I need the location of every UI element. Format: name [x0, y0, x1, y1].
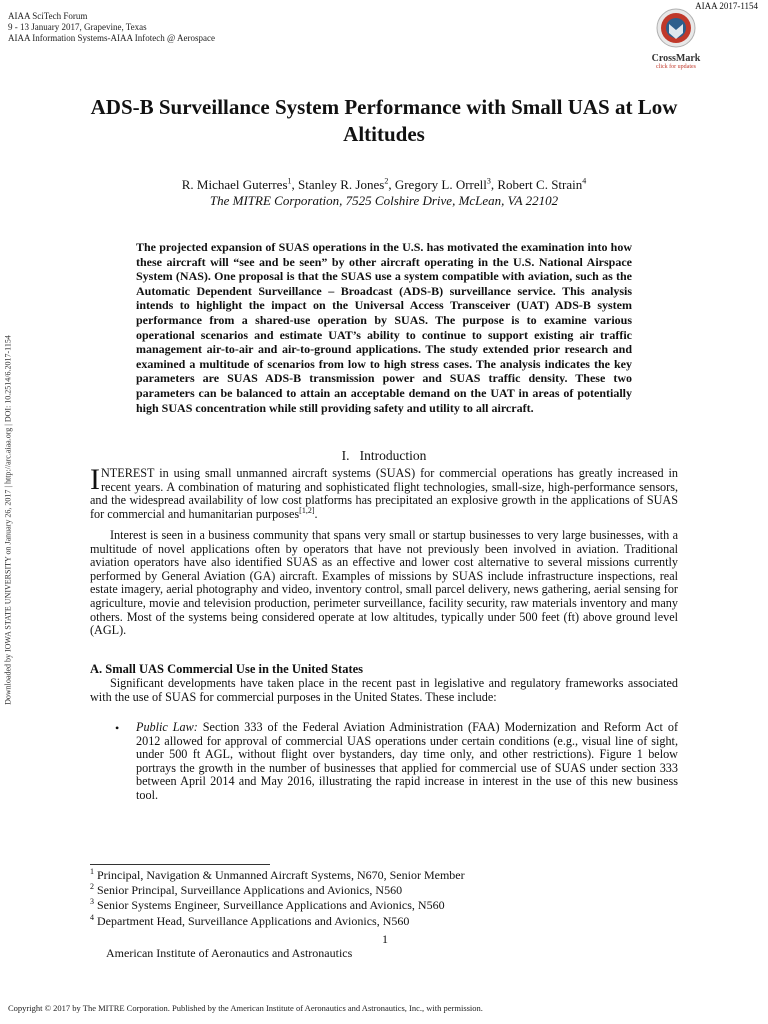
- crossmark-badge[interactable]: [640, 8, 712, 71]
- footnote-mark: 1: [90, 867, 94, 876]
- subsection-paragraph: Significant developments have taken place in the recent past in legislative and regulatory frameworks associated with the use of SUAS for commercial purposes in the United States. These include:: [90, 676, 678, 704]
- footnote-mark: 3: [90, 897, 94, 907]
- footnote: [90, 868, 465, 883]
- footnote: [90, 898, 465, 913]
- crossmark-icon: [656, 8, 696, 48]
- conference-line: AIAA Information Systems-AIAA Infotech @ Aerospace: [8, 33, 215, 43]
- intro-paragraph-2: Interest is seen in a business community that spans very small or startup businesses to very large businesses, with a multitude of novel applications often by operators that have not previously been involved in aviation. Traditional aviation operators have also identified SUAS as an effective and lower cost alternative to several missions currently performed by General Aviation (GA) aircraft. Examples of missions by SUAS include infrastructure inspections, real estate imagery, aerial photography and video, inventory control, small parcel delivery, news gathering, aerial sensing for agriculture, movie and television production, perimeter surveillance, facility security, raw materials inventory and many others. Most of the systems being considered operate at low altitudes, typically under 500 feet (ft) above ground level (AGL).: [90, 528, 678, 638]
- doc-number: AIAA 2017-1154: [695, 1, 758, 11]
- author-mark: 4: [582, 176, 587, 186]
- subsection-heading: A. Small UAS Commercial Use in the United States: [90, 662, 364, 676]
- footnote-mark: 4: [90, 912, 94, 922]
- drop-cap: I: [90, 463, 100, 496]
- citation-ref[interactable]: [1,2]: [299, 505, 315, 515]
- footnote-text: Senior Principal, Surveillance Applications and Avionics, N560: [94, 883, 403, 898]
- section-heading: [60, 448, 708, 464]
- author-name: R. Michael Guterres: [181, 177, 288, 192]
- bullet-text: Section 333 of the Federal Aviation Administration (FAA) Modernization and Reform Act of 2012 allowed for approval of commercial UAS operations under certain conditions (e.g., visual line of sight, under 500 ft AGL, without flight over bystanders, day time only, and other restrictions). Figure 1 below portrays the growth in the number of businesses that applied for commercial use of SUAS under section 333 between April 2014 and May 2016, illustrating the rapid increase in interest in the use of this new business tool.: [136, 720, 678, 802]
- footnote-mark: 2: [90, 882, 94, 892]
- author-name: Stanley R. Jones: [298, 177, 385, 192]
- crossmark-label: CrossMark: [651, 53, 701, 64]
- conference-info: [8, 11, 215, 44]
- copyright-notice: Copyright © 2017 by The MITRE Corporation. Published by the American Institute of Aeronautics and Astronautics, Inc., with permission.: [8, 1003, 483, 1013]
- footnote-text: Department Head, Surveillance Applications and Avionics, N560: [94, 913, 410, 928]
- author-mark: 2: [384, 176, 389, 186]
- footnotes: [90, 868, 465, 929]
- author-mark: 3: [486, 176, 491, 186]
- bullet-marker: •: [115, 721, 120, 735]
- footnote-divider: [90, 864, 270, 865]
- author-name: Gregory L. Orrell: [394, 177, 487, 192]
- bullet-label: Public Law:: [136, 720, 198, 734]
- abstract: The projected expansion of SUAS operations in the U.S. has motivated the examination into how these aircraft will “see and be seen” by other aircraft operating in the U.S. National Airspace System (NAS). One proposal is that the SUAS use a system compatible with aviation, such as the Automatic Dependent Surveillance – Broadcast (ADS-B) surveillance service. This analysis intends to highlight the impact on the Universal Access Transceiver (UAT) ADS-B system performance from a shared-use operation by SUAS. The purpose is to examine various operational scenarios and estimate UAT’s ability to continue to support existing air traffic management air-to-air and air-to-ground applications. The study extended prior research and examined a multitude of scenarios from low to high stress cases. The analysis indicates the key parameters are SUAS ADS-B transmission power and SUAS traffic density. These two parameters can be balanced to attain an acceptable demand on the UAT in areas of potentially high SUAS concentration while still providing safety and utility to all aircraft.: [136, 240, 632, 415]
- conference-line: AIAA SciTech Forum: [8, 11, 88, 21]
- footnote: [90, 914, 465, 929]
- intro-paragraph-1: [90, 463, 678, 521]
- intro-p1-text: NTEREST in using small unmanned aircraft systems (SUAS) for commercial operations has greatly increased in recent years. A combination of maturing and sophisticated flight technologies, small-size, high-performance sensors, and the widespread availability of low cost platforms has precipitated an explosive growth in the applications of SUAS for commercial and humanitarian purposes: [90, 466, 678, 521]
- page-number: 1: [382, 932, 388, 946]
- footnote-text: Senior Systems Engineer, Surveillance Applications and Avionics, N560: [94, 898, 445, 913]
- section-number: I.: [341, 448, 350, 463]
- author-name: Robert C. Strain: [497, 177, 583, 192]
- author-list: R. Michael Guterres$^1$, Stanley R. Jones$^2$, Gregory L. Orrell$^3$, Robert C. Strain$^4$: [181, 176, 587, 192]
- publisher-footer: American Institute of Aeronautics and Astronautics: [106, 946, 353, 960]
- conference-line: 9 - 13 January 2017, Grapevine, Texas: [8, 22, 147, 32]
- download-stamp-text: Downloaded by IOWA STATE UNIVERSITY on January 26, 2017 | http://arc.aiaa.org | DOI: 10.2514/6.2017-1154: [3, 335, 13, 705]
- crossmark-sub: click for updates: [656, 64, 696, 70]
- section-title: Introduction: [359, 448, 427, 463]
- author-mark: 1: [287, 176, 292, 186]
- affiliation: The MITRE Corporation, 7525 Colshire Drive, McLean, VA 22102: [209, 193, 559, 208]
- footnote: [90, 883, 465, 898]
- paper-title: ADS-B Surveillance System Performance with Small UAS at Low Altitudes: [90, 95, 678, 146]
- intro-p1-end: .: [314, 506, 318, 521]
- download-stamp: [1, 300, 15, 740]
- bullet-item: [136, 721, 678, 803]
- footnote-text: Principal, Navigation & Unmanned Aircraft Systems, N670, Senior Member: [94, 868, 465, 882]
